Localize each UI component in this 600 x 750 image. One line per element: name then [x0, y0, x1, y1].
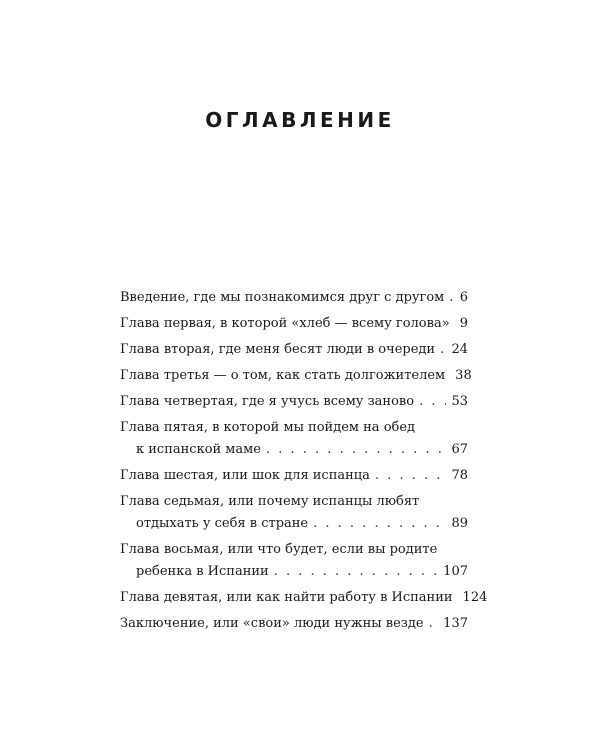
- toc-entry-title: Заключение, или «свои» люди нужны везде: [120, 616, 424, 631]
- toc-entry-title: Глава восьмая, или что будет, если вы родите: [120, 542, 438, 557]
- toc-page-number: 89: [451, 516, 468, 531]
- toc-entry-title: Глава четвертая, где я учусь всему заново: [120, 394, 415, 409]
- toc-page-number: 124: [462, 590, 488, 605]
- dot-leader: [440, 339, 446, 361]
- toc-entry-chapter-3[interactable]: [120, 365, 472, 387]
- toc-page-number: 38: [455, 368, 472, 383]
- toc-entry-chapter-7[interactable]: [120, 491, 468, 535]
- toc-entry-title: Глава пятая, в которой мы пойдем на обед: [120, 420, 416, 435]
- toc-entry-title: Глава вторая, где меня бесят люди в очереди: [120, 342, 436, 357]
- dot-leader: [429, 613, 439, 635]
- toc-entry-title: Глава седьмая, или почему испанцы любят: [120, 494, 420, 509]
- toc-entry-title: Глава третья — о том, как стать долгожителем: [120, 368, 446, 383]
- toc-entry-chapter-9[interactable]: [120, 587, 488, 609]
- table-of-contents: [120, 287, 488, 639]
- toc-entry-title-continued: отдыхать у себя в стране: [136, 516, 309, 531]
- toc-entry-chapter-1[interactable]: [120, 313, 468, 335]
- toc-entry-title: Введение, где мы познакомимся друг с другом: [120, 290, 445, 305]
- toc-page-number: 67: [451, 442, 468, 457]
- toc-entry-title: Глава первая, в которой «хлеб — всему голова»: [120, 316, 450, 331]
- dot-leader: [274, 561, 438, 583]
- dot-leader: [449, 287, 454, 309]
- toc-entry-title: Глава шестая, или шок для испанца: [120, 468, 370, 483]
- toc-entry-chapter-5[interactable]: [120, 417, 468, 461]
- toc-entry-title: Глава девятая, или как найти работу в Испании: [120, 590, 453, 605]
- toc-entry-chapter-4[interactable]: [120, 391, 468, 413]
- toc-entry-chapter-8[interactable]: [120, 539, 468, 583]
- toc-page-number: 107: [443, 564, 468, 579]
- toc-page-number: 53: [451, 394, 468, 409]
- toc-entry-chapter-2[interactable]: [120, 339, 468, 361]
- toc-page-number: 9: [459, 316, 468, 331]
- toc-entry-chapter-6[interactable]: [120, 465, 468, 487]
- toc-page-number: 78: [451, 468, 468, 483]
- toc-page-number: 137: [443, 616, 468, 631]
- dot-leader: [419, 391, 446, 413]
- dot-leader: [266, 439, 446, 461]
- dot-leader: [313, 513, 446, 535]
- toc-entry-conclusion[interactable]: [120, 613, 468, 635]
- dot-leader: [375, 465, 447, 487]
- toc-page-number: 24: [451, 342, 468, 357]
- toc-entry-title-continued: к испанской маме: [136, 442, 261, 457]
- toc-entry-introduction[interactable]: [120, 287, 468, 309]
- toc-entry-title-continued: ребенка в Испании: [136, 564, 269, 579]
- toc-page-number: 6: [459, 290, 468, 305]
- page-title: ОГЛАВЛЕНИЕ: [205, 108, 395, 132]
